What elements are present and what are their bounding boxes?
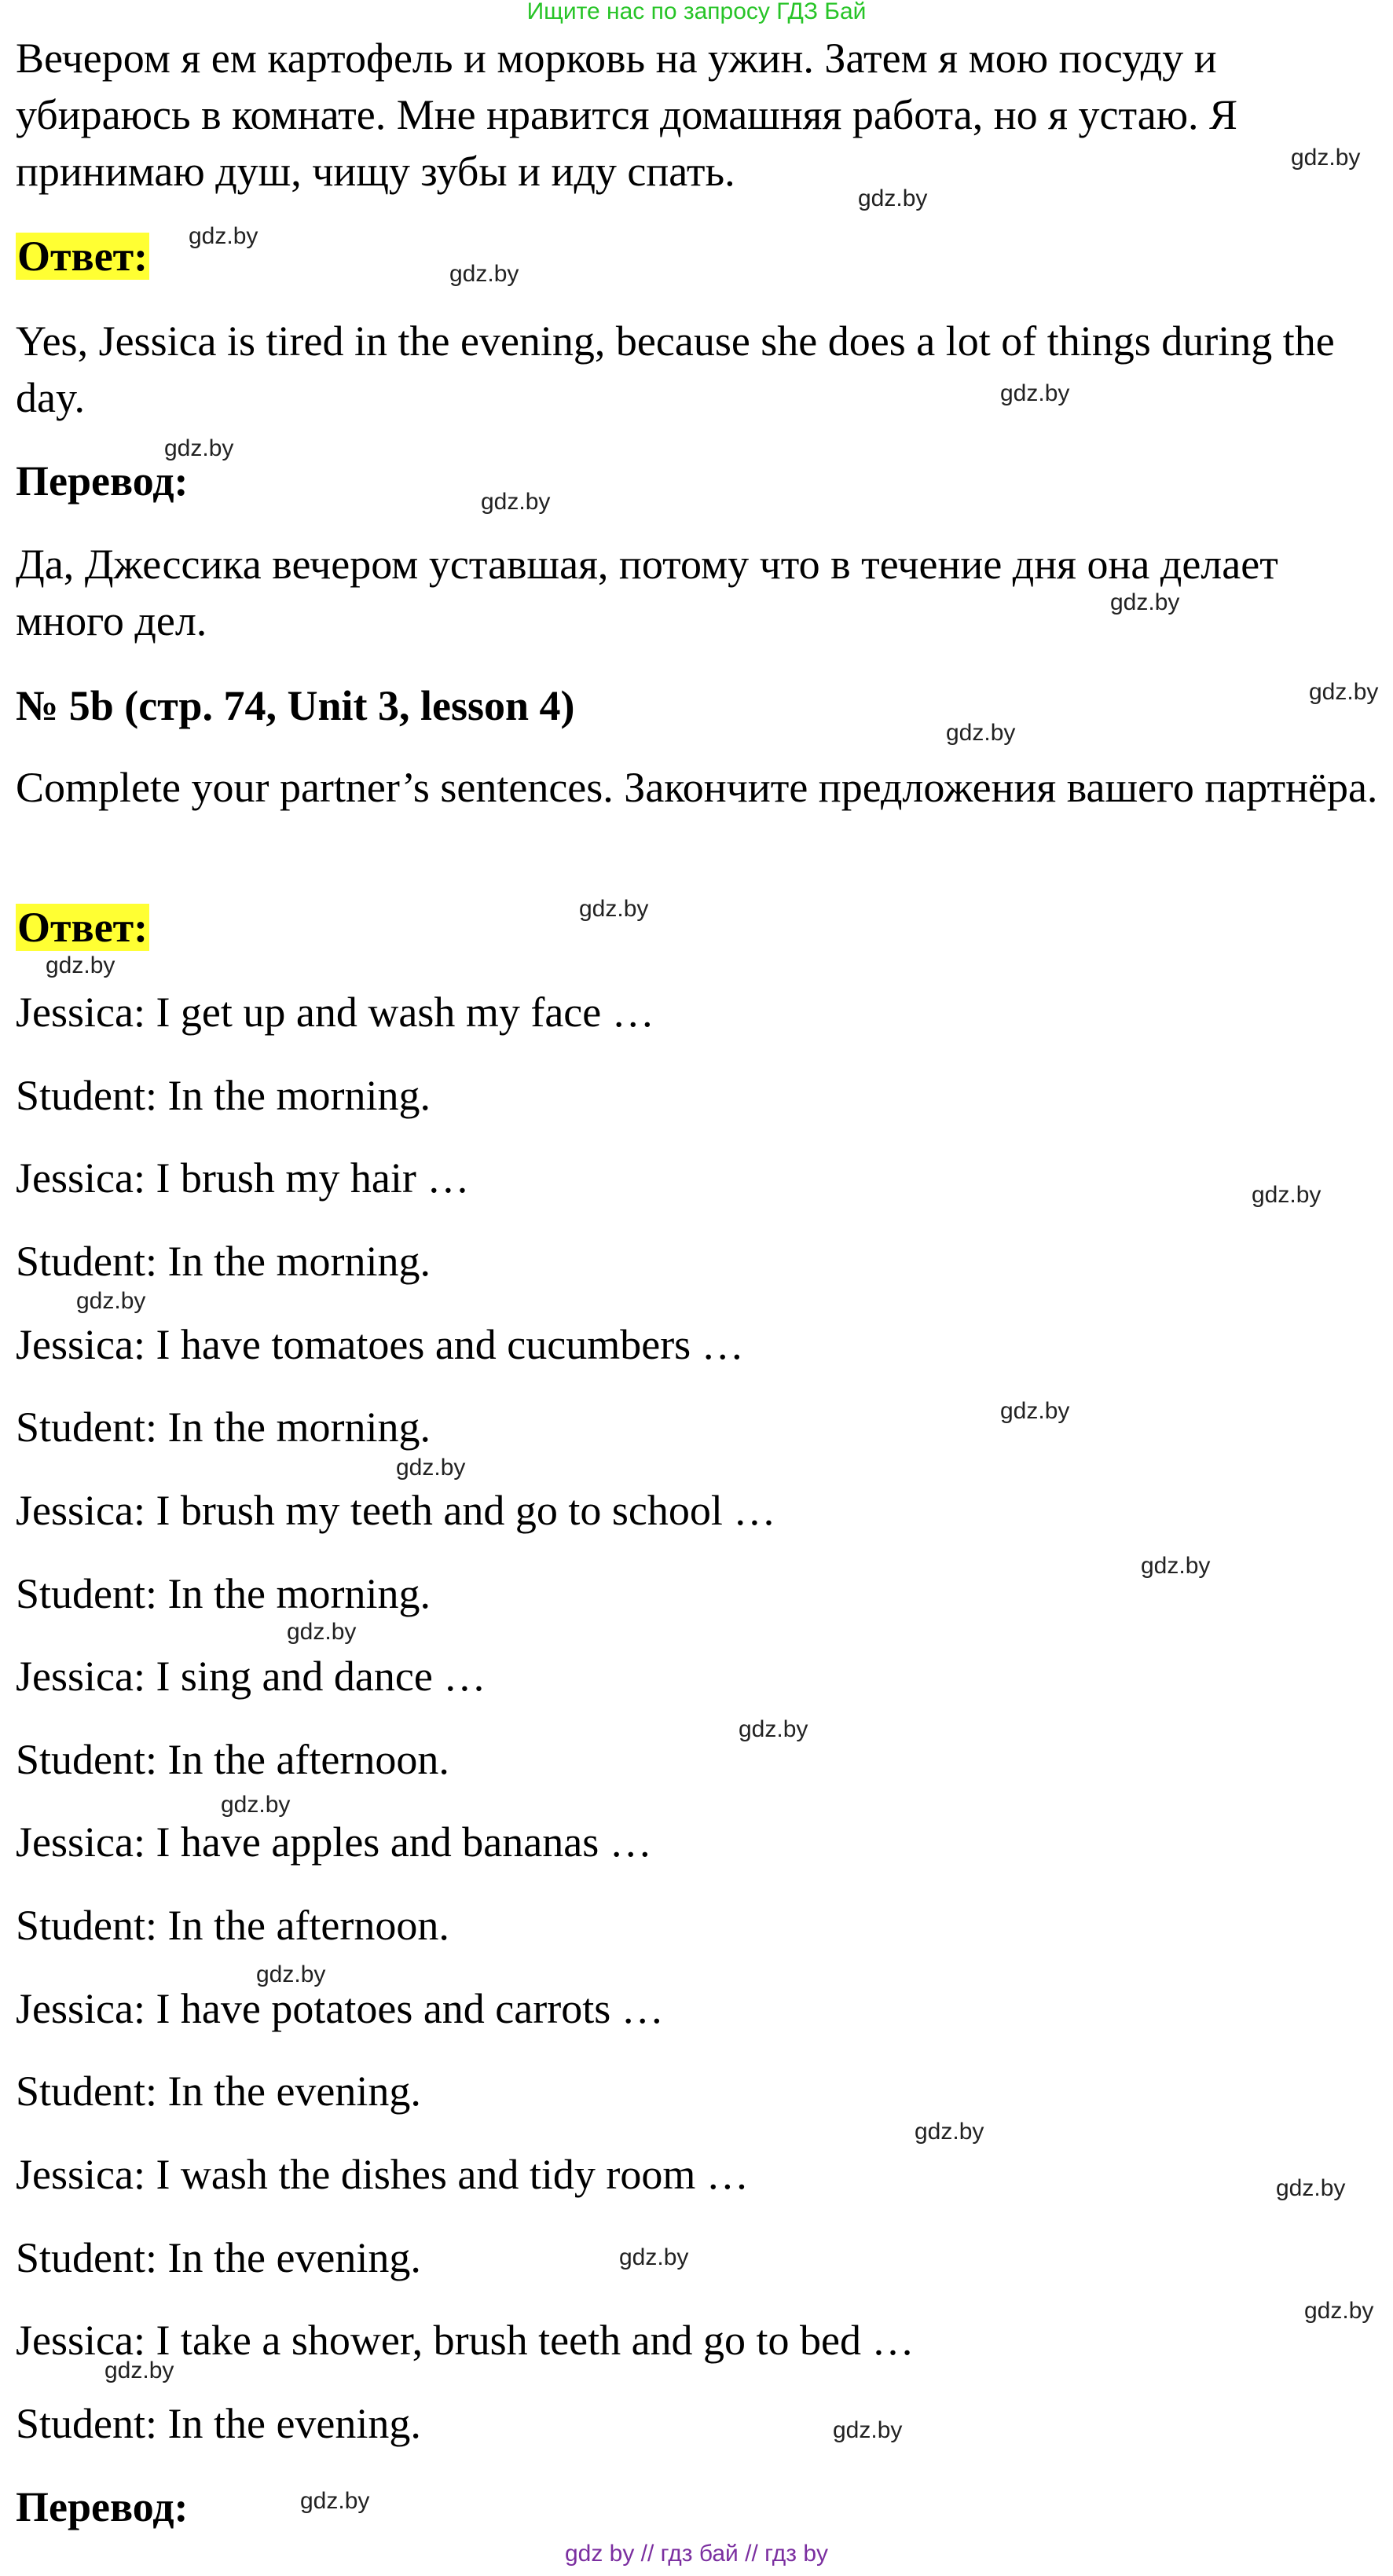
- top-banner[interactable]: Ищите нас по запросу ГДЗ Бай: [526, 0, 867, 24]
- watermark: gdz.by: [915, 2119, 984, 2145]
- watermark: gdz.by: [579, 896, 649, 922]
- dialogue-line: Student: In the morning.: [16, 1238, 431, 1285]
- watermark: gdz.by: [1110, 589, 1180, 615]
- watermark: gdz.by: [221, 1792, 291, 1818]
- dialogue-line: Student: In the morning.: [16, 1404, 431, 1451]
- exercise-heading: № 5b (стр. 74, Unit 3, lesson 4): [16, 682, 575, 729]
- watermark: gdz.by: [449, 261, 519, 287]
- watermark: gdz.by: [1309, 679, 1379, 705]
- watermark: gdz.by: [1304, 2298, 1374, 2324]
- watermark: gdz.by: [1276, 2175, 1346, 2201]
- dialogue-line: Student: In the evening.: [16, 2068, 421, 2115]
- exercise-task: Complete your partner’s sentences. Закончите предложения вашего партнёра.: [16, 764, 1378, 811]
- watermark: gdz.by: [164, 435, 234, 461]
- watermark: gdz.by: [946, 720, 1016, 746]
- watermark: gdz.by: [104, 2358, 174, 2383]
- translation-label-2: Перевод:: [16, 2483, 189, 2530]
- watermark: gdz.by: [619, 2244, 689, 2270]
- dialogue-line: Jessica: I have tomatoes and cucumbers …: [16, 1321, 744, 1368]
- dialogue-line: Student: In the afternoon.: [16, 1902, 449, 1949]
- watermark: gdz.by: [46, 952, 115, 978]
- dialogue-line: Jessica: I have apples and bananas …: [16, 1818, 652, 1866]
- watermark: gdz.by: [1141, 1553, 1211, 1579]
- dialogue-line: Student: In the afternoon.: [16, 1736, 449, 1783]
- dialogue-line: Student: In the morning.: [16, 1570, 431, 1617]
- dialogue-line: Jessica: I brush my hair …: [16, 1154, 470, 1202]
- dialogue-line: Jessica: I sing and dance …: [16, 1653, 486, 1700]
- watermark: gdz.by: [287, 1619, 357, 1645]
- watermark: gdz.by: [189, 223, 258, 249]
- dialogue-line: Jessica: I take a shower, brush teeth and go to bed …: [16, 2317, 915, 2364]
- footer-links[interactable]: gdz by // гдз бай // гдз by: [564, 2541, 829, 2567]
- dialogue-line: Jessica: I get up and wash my face …: [16, 989, 654, 1036]
- watermark: gdz.by: [481, 489, 551, 515]
- watermark: gdz.by: [300, 2488, 370, 2514]
- watermark: gdz.by: [1291, 145, 1361, 171]
- watermark: gdz.by: [1252, 1182, 1322, 1208]
- watermark: gdz.by: [1000, 1398, 1070, 1424]
- watermark: gdz.by: [76, 1288, 146, 1314]
- watermark: gdz.by: [396, 1455, 466, 1481]
- answer-text-1: Yes, Jessica is tired in the evening, because she does a lot of things during the day.: [16, 317, 1335, 421]
- watermark: gdz.by: [858, 185, 928, 211]
- dialogue-line: Student: In the evening.: [16, 2400, 421, 2447]
- dialogue-line: Student: In the morning.: [16, 1072, 431, 1119]
- answer-label-2: Ответ:: [17, 904, 148, 951]
- dialogue-line: Jessica: I have potatoes and carrots …: [16, 1985, 664, 2032]
- watermark: gdz.by: [739, 1716, 808, 1742]
- dialogue-line: Student: In the evening.: [16, 2234, 421, 2281]
- translation-text-1: Да, Джессика вечером уставшая, потому что в течение дня она делает много дел.: [16, 541, 1278, 644]
- answer-label-1: Ответ:: [17, 233, 148, 280]
- watermark: gdz.by: [833, 2417, 903, 2443]
- translation-label-1: Перевод:: [16, 457, 189, 505]
- watermark: gdz.by: [1000, 380, 1070, 406]
- watermark: gdz.by: [256, 1961, 326, 1987]
- intro-paragraph: Вечером я ем картофель и морковь на ужин. Затем я мою посуду и убираюсь в комнате. Мне нравится домашняя работа, но я устаю. Я принимаю душ, чищу зубы и иду спать.: [16, 35, 1238, 195]
- dialogue-line: Jessica: I wash the dishes and tidy room …: [16, 2151, 749, 2198]
- dialogue-line: Jessica: I brush my teeth and go to school …: [16, 1487, 776, 1534]
